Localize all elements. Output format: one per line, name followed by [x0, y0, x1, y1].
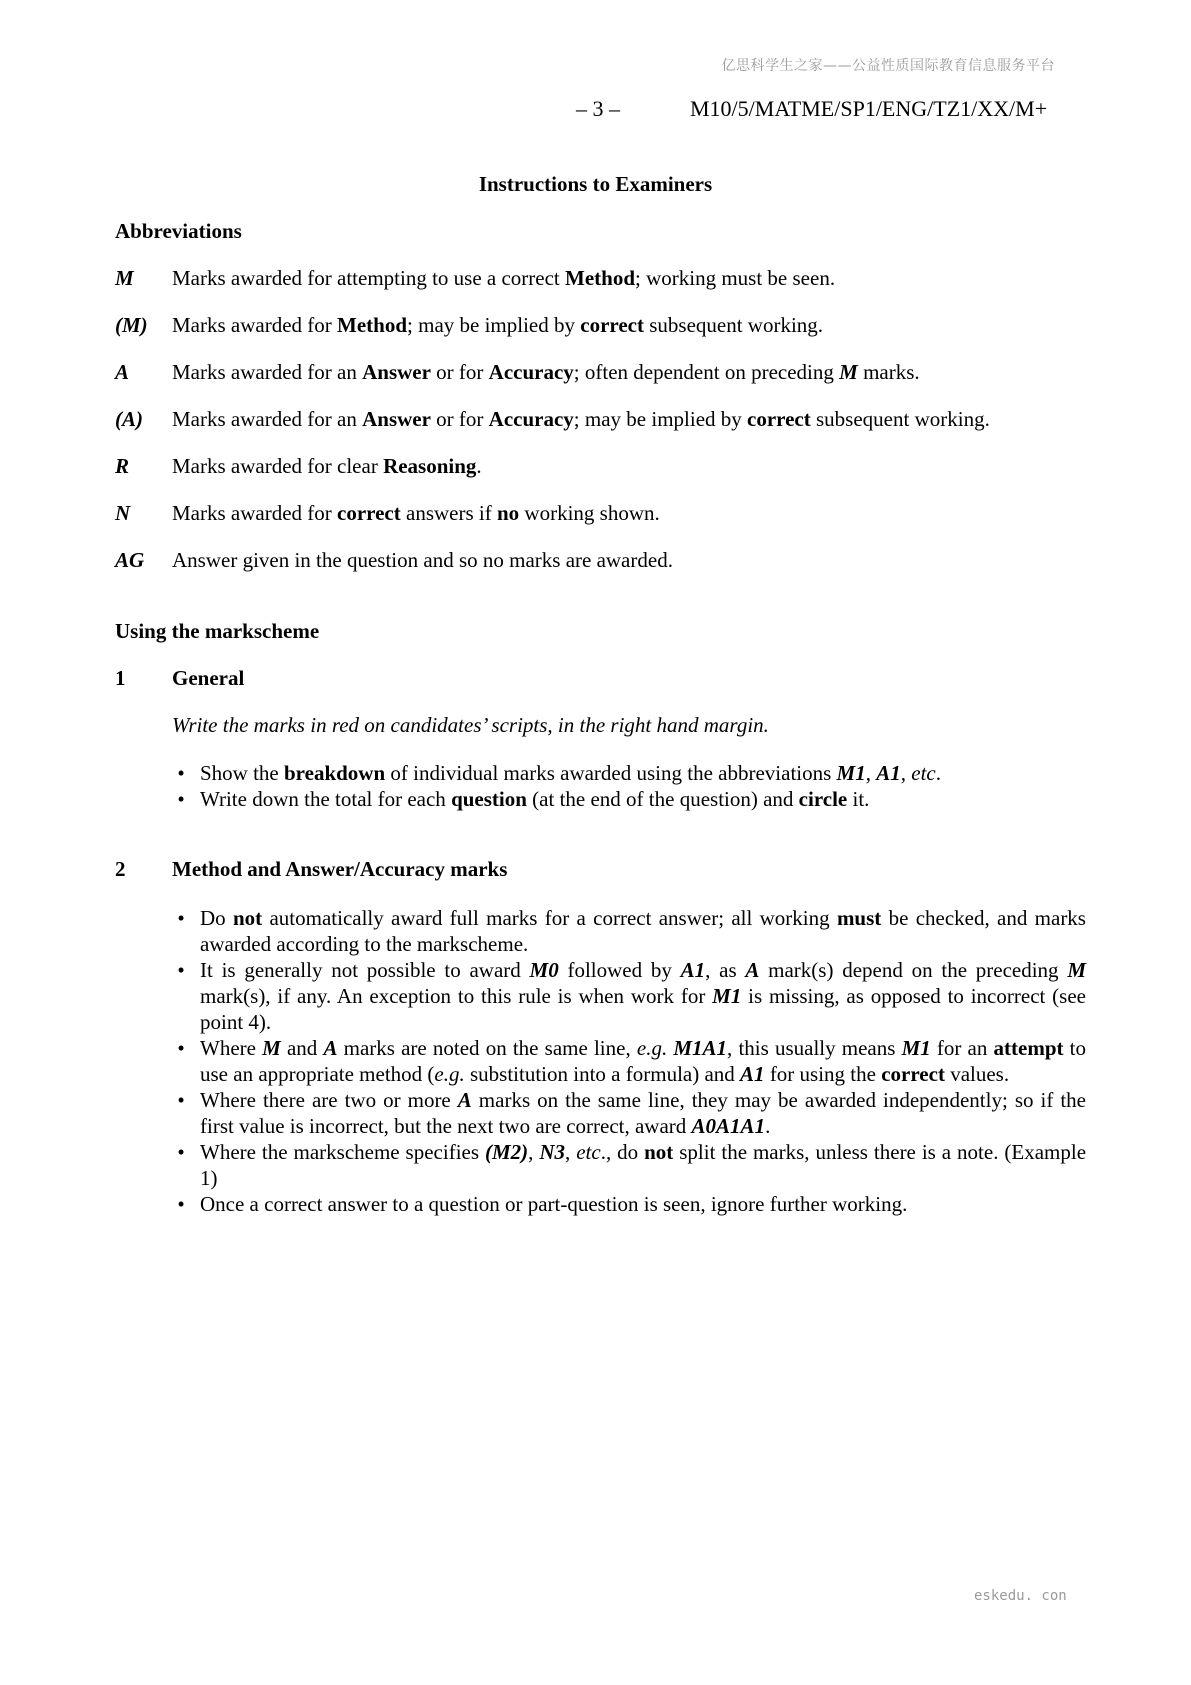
method-heading [115, 857, 507, 882]
bullet-icon: • [177, 1088, 185, 1112]
bullet-icon: • [177, 1192, 185, 1216]
markscheme-heading: Using the markscheme [115, 619, 320, 643]
section-title: General [172, 666, 245, 690]
bullet-icon: • [177, 787, 185, 811]
general-heading [115, 666, 244, 691]
page-number: – 3 – [576, 96, 620, 121]
abbreviation-description: Marks awarded for Method; may be implied by correct subsequent working. [172, 313, 824, 337]
list-item: • Where M and A marks are noted on the same line, e.g. M1A1, this usually means M1 for an attempt to use an appropriate method (e.g. substitution into a formula) and A1 for using the correct values. [172, 1035, 1086, 1087]
page-title: Instructions to Examiners [478, 172, 713, 196]
list-item: • Where there are two or more A marks on the same line, they may be awarded independently; so if the first value is incorrect, but the next two are correct, award A0A1A1. [172, 1087, 1086, 1139]
bullet-icon: • [177, 906, 185, 930]
bullet-icon: • [177, 1140, 185, 1164]
general-intro: Write the marks in red on candidates’ scripts, in the right hand margin. [172, 713, 769, 737]
abbreviation-row [115, 360, 1095, 385]
bullet-icon: • [177, 958, 185, 982]
general-bullet-list [172, 760, 1086, 812]
abbreviation-code: R [115, 454, 130, 478]
abbreviation-code: N [115, 501, 131, 525]
abbreviation-code: M [115, 266, 134, 290]
abbreviation-row [115, 313, 1095, 338]
list-item: • Show the breakdown of individual marks awarded using the abbreviations M1, A1, etc. [172, 760, 1086, 786]
abbreviation-description: Marks awarded for correct answers if no working shown. [172, 501, 660, 525]
footer-watermark: eskedu. con [974, 1588, 1067, 1604]
abbreviation-code: AG [115, 548, 145, 572]
watermark-text: 亿思科学生之家——公益性质国际教育信息服务平台 [721, 58, 1055, 74]
abbreviation-row [115, 501, 1095, 526]
section-number: 2 [115, 857, 126, 881]
abbreviation-description: Marks awarded for an Answer or for Accuracy; often dependent on preceding M marks. [172, 360, 920, 384]
abbreviation-description: Marks awarded for an Answer or for Accuracy; may be implied by correct subsequent working. [172, 407, 990, 431]
abbreviations-heading: Abbreviations [115, 219, 242, 243]
abbreviation-code: A [115, 360, 130, 384]
method-bullet-list [172, 905, 1086, 1217]
abbreviation-row [115, 266, 1095, 291]
list-item: • Where the markscheme specifies (M2), N3, etc., do not split the marks, unless there is a note. (Example 1) [172, 1139, 1086, 1191]
list-item: • Once a correct answer to a question or part-question is seen, ignore further working. [172, 1191, 1086, 1217]
list-item: • It is generally not possible to award M0 followed by A1, as A mark(s) depend on the preceding M mark(s), if any. An exception to this rule is when work for M1 is missing, as opposed to incorrect (see point 4). [172, 957, 1086, 1035]
bullet-icon: • [177, 761, 185, 785]
section-number: 1 [115, 666, 126, 690]
bullet-icon: • [177, 1036, 185, 1060]
abbreviation-description: Marks awarded for attempting to use a correct Method; working must be seen. [172, 266, 836, 290]
list-item: • Write down the total for each question (at the end of the question) and circle it. [172, 786, 1086, 812]
section-title: Method and Answer/Accuracy marks [172, 857, 508, 881]
abbreviation-description: Marks awarded for clear Reasoning. [172, 454, 482, 478]
abbreviation-code: (M) [115, 313, 148, 337]
abbreviation-row [115, 454, 1095, 479]
abbreviation-row [115, 407, 1095, 432]
document-code: M10/5/MATME/SP1/ENG/TZ1/XX/M+ [690, 96, 1048, 121]
list-item: • Do not automatically award full marks for a correct answer; all working must be checked, and marks awarded according to the markscheme. [172, 905, 1086, 957]
abbreviation-code: (A) [115, 407, 143, 431]
abbreviation-row [115, 548, 1095, 573]
abbreviation-description: Answer given in the question and so no marks are awarded. [172, 548, 673, 572]
